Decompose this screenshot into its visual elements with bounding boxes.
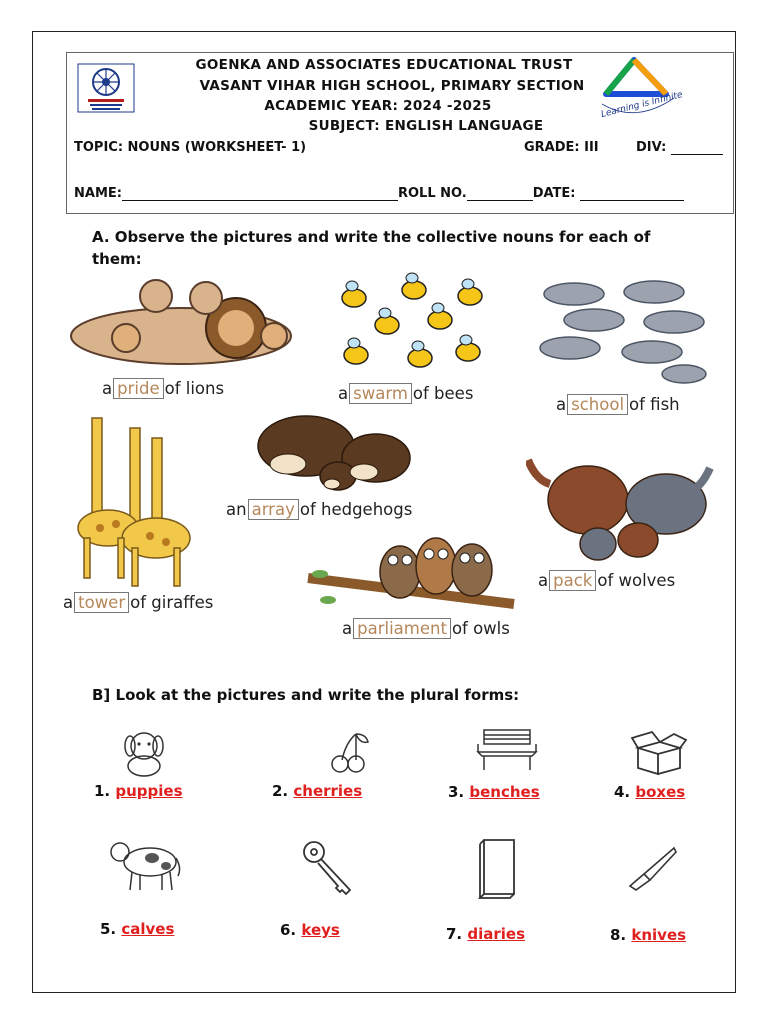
knife-icon	[626, 844, 680, 892]
answer-box[interactable]: pack	[549, 570, 596, 591]
caption-pre: a	[338, 384, 349, 403]
answer-box[interactable]: parliament	[353, 618, 451, 639]
section-a-question: A. Observe the pictures and write the collective nouns for each of them:	[92, 228, 651, 268]
logo-tagline: Learning is Infinite	[600, 90, 684, 120]
caption-post: of giraffes	[130, 593, 214, 612]
plural-item-7	[446, 925, 525, 943]
section-b-question: B] Look at the pictures and write the plural forms:	[92, 686, 520, 704]
plural-item-1	[94, 782, 183, 800]
answer-box[interactable]: swarm	[349, 383, 412, 404]
grade: GRADE: III	[524, 140, 599, 155]
item-number: 8.	[610, 926, 627, 944]
caption-post: of wolves	[597, 571, 676, 590]
plural-answer[interactable]: keys	[301, 921, 340, 939]
caption-pre: an	[226, 500, 247, 519]
answer-box[interactable]: array	[248, 499, 299, 520]
div-field	[636, 140, 723, 155]
key-icon	[300, 838, 356, 898]
div-blank[interactable]	[671, 154, 723, 155]
name-blank[interactable]	[122, 200, 398, 201]
plural-answer[interactable]: calves	[121, 920, 175, 938]
roll-label: ROLL NO.	[397, 186, 467, 201]
box-icon	[628, 730, 688, 776]
div-label: DIV:	[636, 140, 667, 155]
caption-pre: a	[102, 379, 113, 398]
answer-box[interactable]: pride	[113, 378, 163, 399]
item-number: 4.	[614, 783, 631, 801]
plural-answer[interactable]: benches	[469, 783, 540, 801]
name-field	[74, 186, 684, 201]
caption-post: of owls	[451, 619, 510, 638]
trust-name: GOENKA AND ASSOCIATES EDUCATIONAL TRUST	[195, 57, 573, 73]
bench-icon	[474, 726, 540, 772]
name-label: NAME:	[74, 186, 122, 201]
plural-answer[interactable]: knives	[631, 926, 687, 944]
plural-answer[interactable]: boxes	[635, 783, 686, 801]
fish-picture	[534, 276, 716, 388]
item-number: 3.	[448, 783, 465, 801]
bees-picture	[332, 270, 492, 380]
caption-pre: a	[342, 619, 353, 638]
puppy-icon	[118, 728, 170, 778]
plural-item-4	[614, 783, 685, 801]
caption-pre: a	[63, 593, 74, 612]
plural-item-3	[448, 783, 540, 801]
owls-picture	[304, 530, 518, 620]
caption-pre: a	[538, 571, 549, 590]
caption-post: of hedgehogs	[299, 500, 413, 519]
item-number: 7.	[446, 925, 463, 943]
school-name: VASANT VIHAR HIGH SCHOOL, PRIMARY SECTION	[199, 78, 585, 94]
caption-bees	[338, 383, 473, 404]
answer-box[interactable]: school	[567, 394, 628, 415]
plural-item-2	[272, 782, 362, 800]
caption-hedgehogs	[226, 499, 412, 520]
caption-giraffes	[63, 592, 213, 613]
caption-post: of fish	[629, 395, 680, 414]
plural-item-5	[100, 920, 174, 938]
caption-owls	[342, 618, 510, 639]
plural-item-6	[280, 921, 340, 939]
plural-item-8	[610, 926, 686, 944]
date-label: DATE:	[532, 186, 576, 201]
caption-post: of bees	[412, 384, 474, 403]
item-number: 1.	[94, 782, 111, 800]
topic: TOPIC: NOUNS (WORKSHEET- 1)	[74, 140, 307, 155]
subject: SUBJECT: ENGLISH LANGUAGE	[308, 118, 544, 134]
caption-post: of lions	[164, 379, 225, 398]
caption-lions	[102, 378, 224, 399]
plural-answer[interactable]: puppies	[115, 782, 183, 800]
caption-fish	[556, 394, 680, 415]
item-number: 2.	[272, 782, 289, 800]
answer-box[interactable]: tower	[74, 592, 129, 613]
calf-icon	[108, 834, 182, 894]
academic-year: ACADEMIC YEAR: 2024 -2025	[264, 98, 492, 114]
caption-wolves	[538, 570, 675, 591]
date-blank[interactable]	[580, 200, 684, 201]
hedgehogs-picture	[254, 410, 414, 496]
lions-picture	[56, 276, 306, 376]
plural-answer[interactable]: diaries	[467, 925, 526, 943]
wolves-picture	[526, 440, 716, 566]
item-number: 6.	[280, 921, 297, 939]
plural-answer[interactable]: cherries	[293, 782, 363, 800]
giraffes-picture	[70, 408, 220, 588]
item-number: 5.	[100, 920, 117, 938]
diary-icon	[476, 836, 520, 902]
caption-pre: a	[556, 395, 567, 414]
cherry-icon	[326, 730, 372, 776]
roll-blank[interactable]	[467, 200, 533, 201]
